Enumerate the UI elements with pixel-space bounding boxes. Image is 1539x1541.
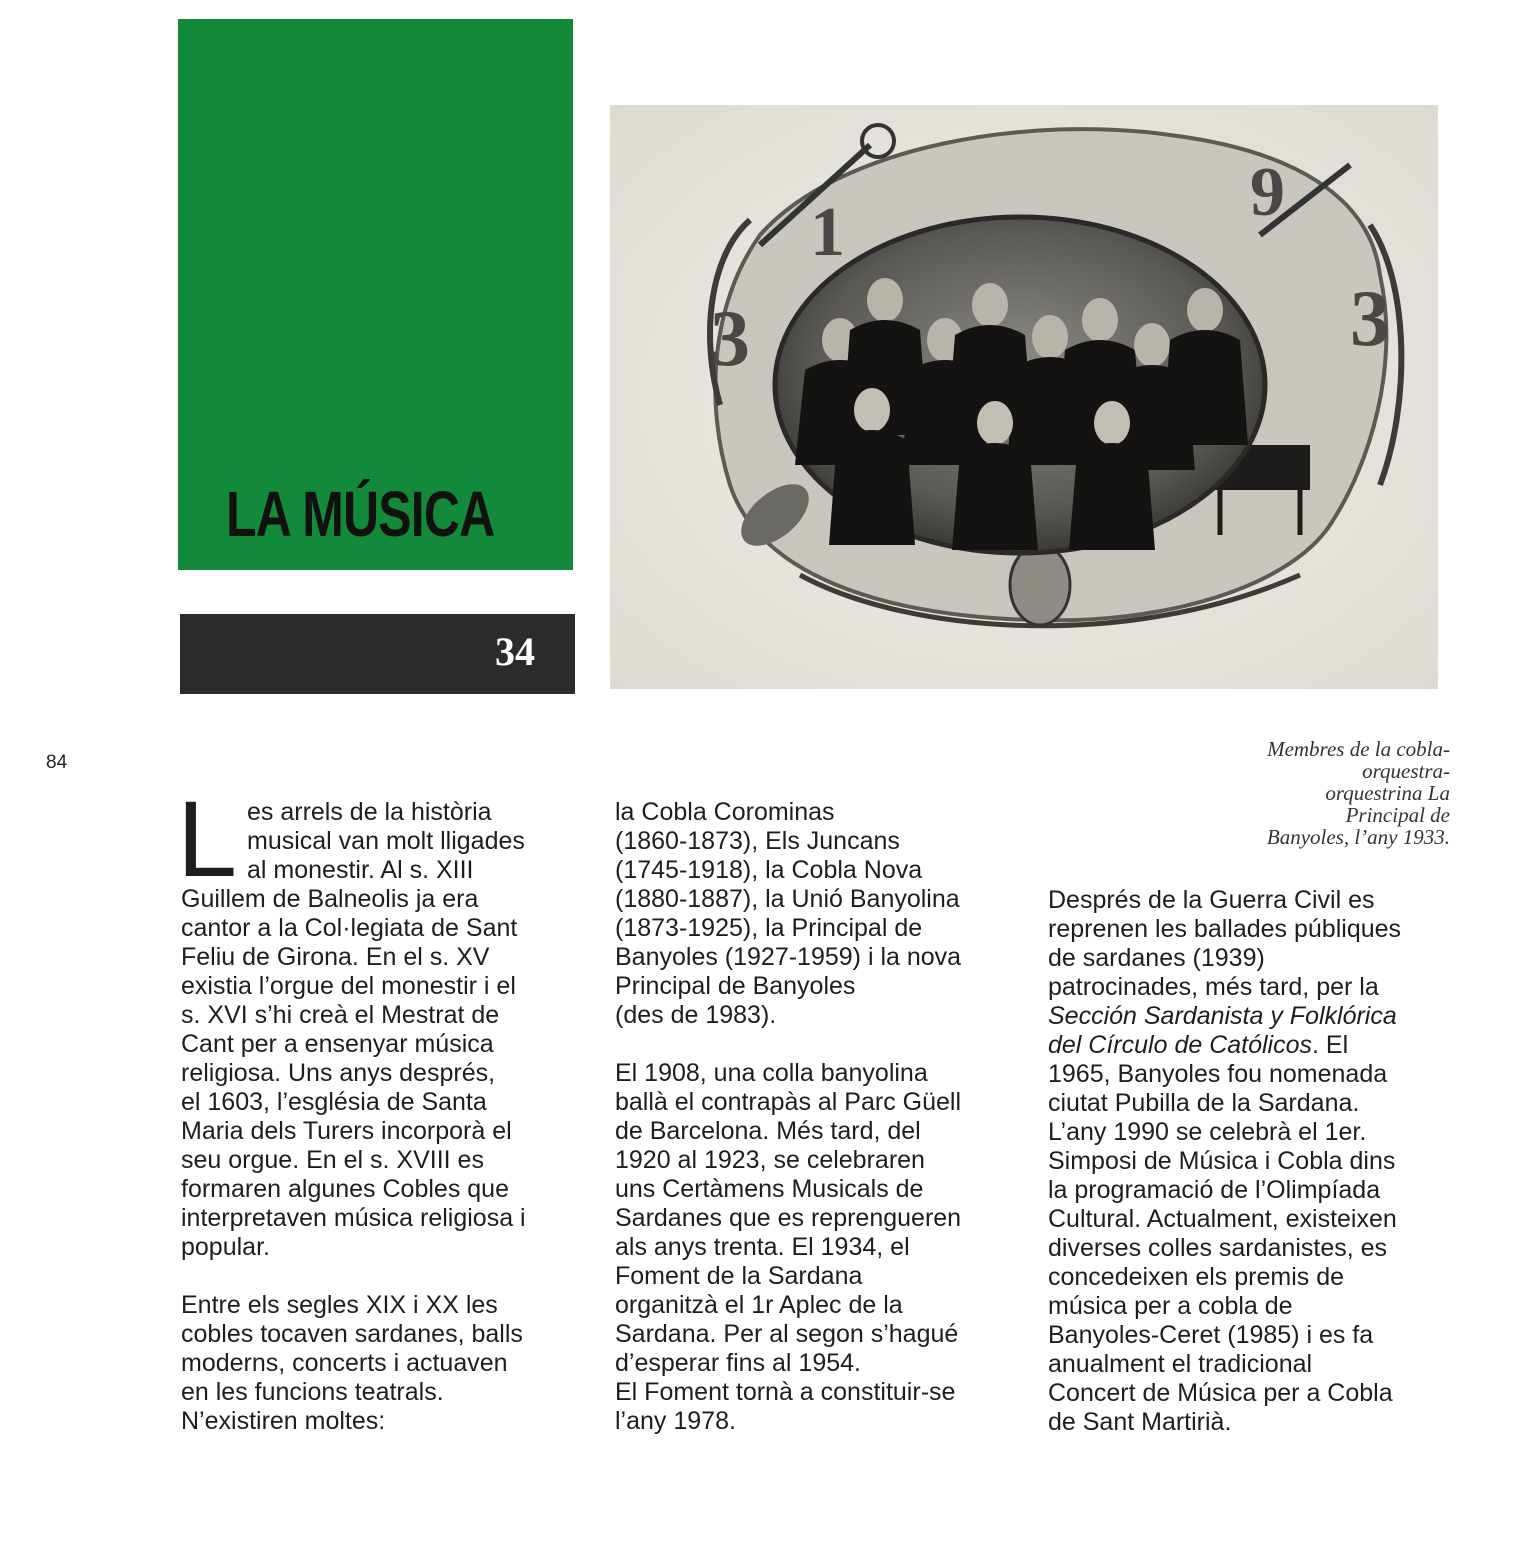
section-number: 34 xyxy=(495,629,535,674)
text-line: El 1908, una colla banyolina xyxy=(615,1059,928,1087)
text-line: al monestir. Al s. XIII xyxy=(247,856,474,884)
caption-line: orquestrina La xyxy=(1325,781,1450,805)
text-line: el 1603, l’església de Santa xyxy=(181,1088,487,1116)
text-line: Després de la Guerra Civil es xyxy=(1048,886,1375,914)
section-title-block xyxy=(178,19,573,570)
text-line: popular. xyxy=(181,1233,270,1261)
text-line: Sardanes que es reprengueren xyxy=(615,1204,962,1232)
text-line: de sardanes (1939) xyxy=(1048,944,1265,972)
text-line: als anys trenta. El 1934, el xyxy=(615,1233,910,1261)
text-line: Guillem de Balneolis ja era xyxy=(181,885,479,913)
text-column-3 xyxy=(1048,886,1458,1437)
text-line: cantor a la Col·legiata de Sant xyxy=(181,914,518,942)
band-photograph xyxy=(610,105,1438,689)
text-line: 1920 al 1923, se celebraren xyxy=(615,1146,925,1174)
text-line: moderns, concerts i actuaven xyxy=(181,1349,508,1377)
text-line: reprenen les ballades públiques xyxy=(1048,915,1402,943)
text-line: El Foment tornà a constituir-se xyxy=(615,1378,956,1406)
text-line: seu orgue. En el s. XVIII es xyxy=(181,1146,484,1174)
text-line: (1873-1925), la Principal de xyxy=(615,914,923,942)
text-line: Entre els segles XIX i XX les xyxy=(181,1291,498,1319)
text-line: s. XVI s’hi creà el Mestrat de xyxy=(181,1001,500,1029)
text-line: de Sant Martirià. xyxy=(1048,1408,1232,1436)
text-line: la programació de l’Olimpíada xyxy=(1048,1176,1381,1204)
text-line: formaren algunes Cobles que xyxy=(181,1175,509,1203)
text-line: Simposi de Música i Cobla dins xyxy=(1048,1147,1396,1175)
frame-digit-2: 9 xyxy=(1250,154,1285,231)
caption-line: Principal de xyxy=(1345,803,1450,827)
text-line: Concert de Música per a Cobla xyxy=(1048,1379,1393,1407)
paragraph-1 xyxy=(177,778,581,1262)
text-line: Banyoles (1927-1959) i la nova xyxy=(615,943,962,971)
text-line: Principal de Banyoles xyxy=(615,972,856,1000)
text-line: (1880-1887), la Unió Banyolina xyxy=(615,885,960,913)
text-line: existia l’orgue del monestir i el xyxy=(181,972,516,1000)
caption-line: orquestra- xyxy=(1362,759,1450,783)
paragraph-2 xyxy=(181,1291,581,1436)
text-line: interpretaven música religiosa i xyxy=(181,1204,526,1232)
text-line: música per a cobla de xyxy=(1048,1292,1293,1320)
frame-digit-4: 3 xyxy=(710,295,750,383)
text-line: de Barcelona. Més tard, del xyxy=(615,1117,921,1145)
text-line: cobles tocaven sardanes, balls xyxy=(181,1320,523,1348)
page-number: 84 xyxy=(46,752,68,773)
text-line: Feliu de Girona. En el s. XV xyxy=(181,943,490,971)
frame-digit-3: 3 xyxy=(1350,275,1390,363)
text-line: (1860-1873), Els Juncans xyxy=(615,827,900,855)
paragraph-3 xyxy=(615,798,1015,1030)
text-line: ballà el contrapàs al Parc Güell xyxy=(615,1088,962,1116)
text-fragment: . El xyxy=(1312,1031,1349,1059)
frame-digit-1: 1 xyxy=(810,194,845,271)
text-line: Maria dels Turers incorporà el xyxy=(181,1117,512,1145)
text-line: diverses colles sardanistes, es xyxy=(1048,1234,1388,1262)
band-photograph-drawing xyxy=(610,105,1438,689)
text-line: organitzà el 1r Aplec de la xyxy=(615,1291,903,1319)
text-line: en les funcions teatrals. xyxy=(181,1378,444,1406)
drop-cap: L xyxy=(177,778,238,899)
text-line: Cant per a ensenyar música xyxy=(181,1030,494,1058)
text-line: patrocinades, més tard, per la xyxy=(1048,973,1379,1001)
text-line: ciutat Pubilla de la Sardana. xyxy=(1048,1089,1360,1117)
text-line: es arrels de la història xyxy=(247,798,492,826)
text-line: l’any 1978. xyxy=(615,1407,736,1435)
drum-icon xyxy=(1010,545,1070,625)
text-line: anualment el tradicional xyxy=(1048,1350,1313,1378)
italic-title: del Círculo de Católicos xyxy=(1048,1031,1313,1059)
text-line: L’any 1990 se celebrà el 1er. xyxy=(1048,1118,1367,1146)
text-line xyxy=(1048,1031,1458,1060)
text-line xyxy=(1048,1002,1458,1031)
text-line: (1745-1918), la Cobla Nova xyxy=(615,856,923,884)
text-line: religiosa. Uns anys després, xyxy=(181,1059,496,1087)
text-line: Foment de la Sardana xyxy=(615,1262,863,1290)
text-line: musical van molt lligades xyxy=(247,827,525,855)
paragraph-4 xyxy=(615,1059,1015,1436)
text-line: uns Certàmens Musicals de xyxy=(615,1175,924,1203)
text-line: Banyoles-Ceret (1985) i es fa xyxy=(1048,1321,1374,1349)
text-line: Cultural. Actualment, existeixen xyxy=(1048,1205,1397,1233)
text-line: N’existiren moltes: xyxy=(181,1407,386,1435)
text-line: Sardana. Per al segon s’hagué xyxy=(615,1320,959,1348)
section-title: LA MÚSICA xyxy=(226,478,495,550)
text-line: 1965, Banyoles fou nomenada xyxy=(1048,1060,1388,1088)
section-number-bar xyxy=(180,614,575,694)
text-line: (des de 1983). xyxy=(615,1001,777,1029)
caption-line: Banyoles, l’any 1933. xyxy=(1266,825,1450,849)
text-line: la Cobla Corominas xyxy=(615,798,835,826)
text-column-2 xyxy=(615,798,1015,1436)
caption-line: Membres de la cobla- xyxy=(1267,737,1450,761)
text-line: concedeixen els premis de xyxy=(1048,1263,1344,1291)
paragraph-5 xyxy=(1048,886,1458,1437)
text-column-1 xyxy=(177,778,581,1436)
photo-caption xyxy=(1188,738,1450,848)
italic-title: Sección Sardanista y Folklórica xyxy=(1048,1002,1397,1030)
text-line: d’esperar fins al 1954. xyxy=(615,1349,861,1377)
